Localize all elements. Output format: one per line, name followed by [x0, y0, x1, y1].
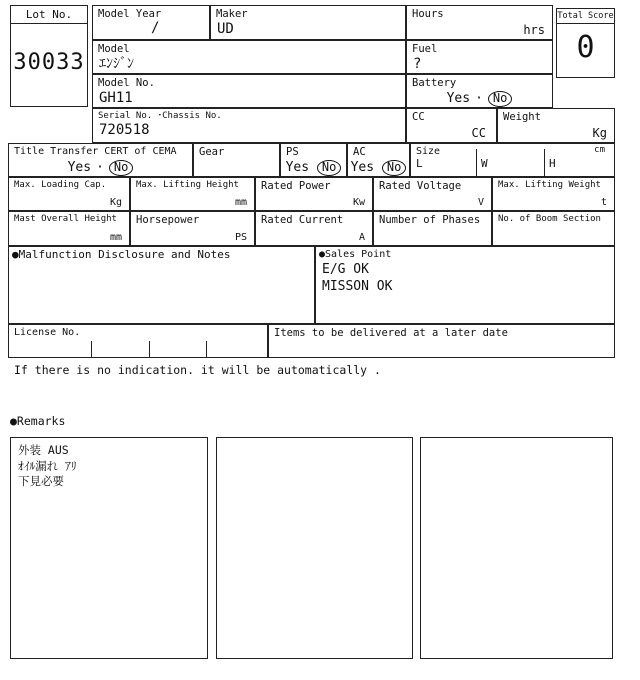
rated-voltage-unit: V — [477, 197, 484, 208]
mast-height-cell — [8, 211, 130, 246]
model-value: ｴﾝｼﾞﾝ — [99, 56, 134, 73]
model-year-cell — [92, 5, 210, 40]
rated-current-unit: A — [358, 232, 365, 243]
remarks-line: ｵｲﾙ漏れ ｱﾘ — [18, 458, 77, 473]
horsepower-cell — [130, 211, 255, 246]
size-w-label: W — [481, 157, 488, 170]
battery-no-circled: No — [488, 91, 512, 107]
battery-cell — [406, 74, 553, 108]
size-divider — [544, 149, 545, 176]
size-divider — [476, 149, 477, 176]
fuel-cell — [406, 40, 553, 74]
ac-no-circled: No — [382, 160, 406, 176]
ps-no-circled: No — [317, 160, 341, 176]
ac-yes: Yes — [350, 160, 375, 176]
rated-voltage-label: Rated Voltage — [379, 180, 462, 192]
license-divider — [206, 341, 207, 357]
lot-no-cell — [10, 5, 88, 107]
rated-current-label: Rated Current — [261, 214, 344, 226]
max-lift-weight-label: Max. Lifting Weight — [498, 180, 601, 190]
hours-cell — [406, 5, 553, 40]
serial-no-cell — [92, 108, 406, 143]
model-label: Model — [98, 43, 130, 55]
battery-yes: Yes — [446, 91, 471, 107]
rated-current-cell — [255, 211, 373, 246]
hours-label: Hours — [412, 8, 444, 20]
weight-cell — [497, 108, 615, 143]
rated-power-label: Rated Power — [261, 180, 331, 192]
ps-cell — [280, 143, 347, 177]
rated-power-cell — [255, 177, 373, 211]
boom-section-label: No. of Boom Section — [498, 214, 601, 224]
cc-cell — [406, 108, 497, 143]
model-year-label: Model Year — [98, 8, 162, 20]
size-l-label: L — [416, 157, 423, 170]
sales-point-cell — [315, 246, 615, 324]
mast-height-label: Mast Overall Height — [14, 214, 117, 224]
ps-yes: Yes — [285, 160, 310, 176]
sales-point-line: MISSON OK — [322, 279, 393, 295]
max-lift-weight-unit: t — [600, 197, 607, 208]
ps-label: PS — [286, 146, 299, 158]
rated-voltage-cell — [373, 177, 492, 211]
max-loading-unit: Kg — [109, 197, 122, 208]
remarks-line: 下見必要 — [18, 474, 64, 489]
horsepower-unit: PS — [234, 232, 247, 243]
maker-cell — [210, 5, 406, 40]
model-no-cell — [92, 74, 406, 108]
title-transfer-cell — [8, 143, 193, 177]
fuel-label: Fuel — [412, 43, 438, 55]
total-score-label: Total Score — [557, 9, 614, 24]
model-no-label: Model No. — [98, 77, 155, 89]
items-later-label: Items to be delivered at a later date — [274, 327, 508, 339]
lot-no-label: Lot No. — [11, 6, 87, 24]
size-label: Size — [416, 146, 441, 157]
title-transfer-dot: · — [96, 159, 104, 175]
size-unit: cm — [594, 145, 605, 155]
cc-unit: CC — [471, 126, 486, 140]
maker-label: Maker — [216, 8, 248, 20]
serial-no-value: 720518 — [99, 122, 150, 139]
num-phases-cell — [373, 211, 492, 246]
max-lift-height-label: Max. Lifting Height — [136, 180, 239, 190]
title-transfer-yes: Yes — [67, 159, 92, 175]
license-divider — [91, 341, 92, 357]
ps-yes-no — [281, 160, 346, 176]
maker-value: UD — [217, 21, 234, 38]
gear-cell — [193, 143, 280, 177]
model-no-value: GH11 — [99, 90, 133, 107]
max-lift-height-unit: mm — [234, 197, 247, 208]
remarks-line: 外装 AUS — [18, 443, 69, 457]
remarks-box-2 — [216, 437, 413, 659]
battery-yes-no — [407, 91, 552, 107]
items-later-cell — [268, 324, 615, 358]
max-loading-label: Max. Loading Cap. — [14, 180, 107, 190]
license-divider — [149, 341, 150, 357]
size-h-label: H — [549, 157, 556, 170]
sales-point-label: ●Sales Point — [319, 249, 392, 260]
remarks-box-1 — [10, 437, 208, 659]
ac-cell — [347, 143, 410, 177]
remarks-box-3 — [420, 437, 613, 659]
model-cell — [92, 40, 406, 74]
num-phases-label: Number of Phases — [379, 214, 481, 226]
max-lift-height-cell — [130, 177, 255, 211]
max-loading-cell — [8, 177, 130, 211]
gear-label: Gear — [199, 146, 225, 158]
sales-point-line: E/G OK — [322, 261, 369, 277]
cc-label: CC — [412, 111, 425, 123]
title-transfer-no-circled: No — [109, 160, 133, 176]
malfunction-cell — [8, 246, 315, 324]
malfunction-label: ●Malfunction Disclosure and Notes — [12, 248, 231, 261]
total-score-value: 0 — [576, 30, 595, 65]
license-no-cell — [8, 324, 268, 358]
total-score-cell — [556, 8, 615, 78]
license-no-label: License No. — [14, 327, 81, 338]
hours-unit: hrs — [523, 23, 545, 37]
size-cell — [410, 143, 615, 177]
model-year-value: / — [151, 20, 160, 37]
title-transfer-yes-no — [9, 160, 192, 176]
ac-yes-no — [348, 160, 409, 176]
mast-height-unit: mm — [109, 232, 122, 243]
weight-unit: Kg — [592, 126, 607, 140]
battery-dot: · — [475, 91, 483, 107]
boom-section-cell — [492, 211, 615, 246]
max-lift-weight-cell — [492, 177, 615, 211]
horsepower-label: Horsepower — [136, 214, 200, 226]
title-transfer-label: Title Transfer CERT of CEMA — [14, 146, 177, 157]
ac-label: AC — [353, 146, 366, 158]
remarks-label: ●Remarks — [10, 414, 66, 428]
rated-power-unit: Kw — [352, 197, 365, 208]
fuel-value: ? — [413, 56, 422, 73]
battery-label: Battery — [412, 77, 457, 89]
footnote-text: If there is no indication. it will be automatically . — [14, 363, 381, 377]
serial-no-label: Serial No. ･Chassis No. — [98, 111, 222, 121]
weight-label: Weight — [503, 111, 541, 123]
lot-no-value: 30033 — [13, 50, 85, 75]
